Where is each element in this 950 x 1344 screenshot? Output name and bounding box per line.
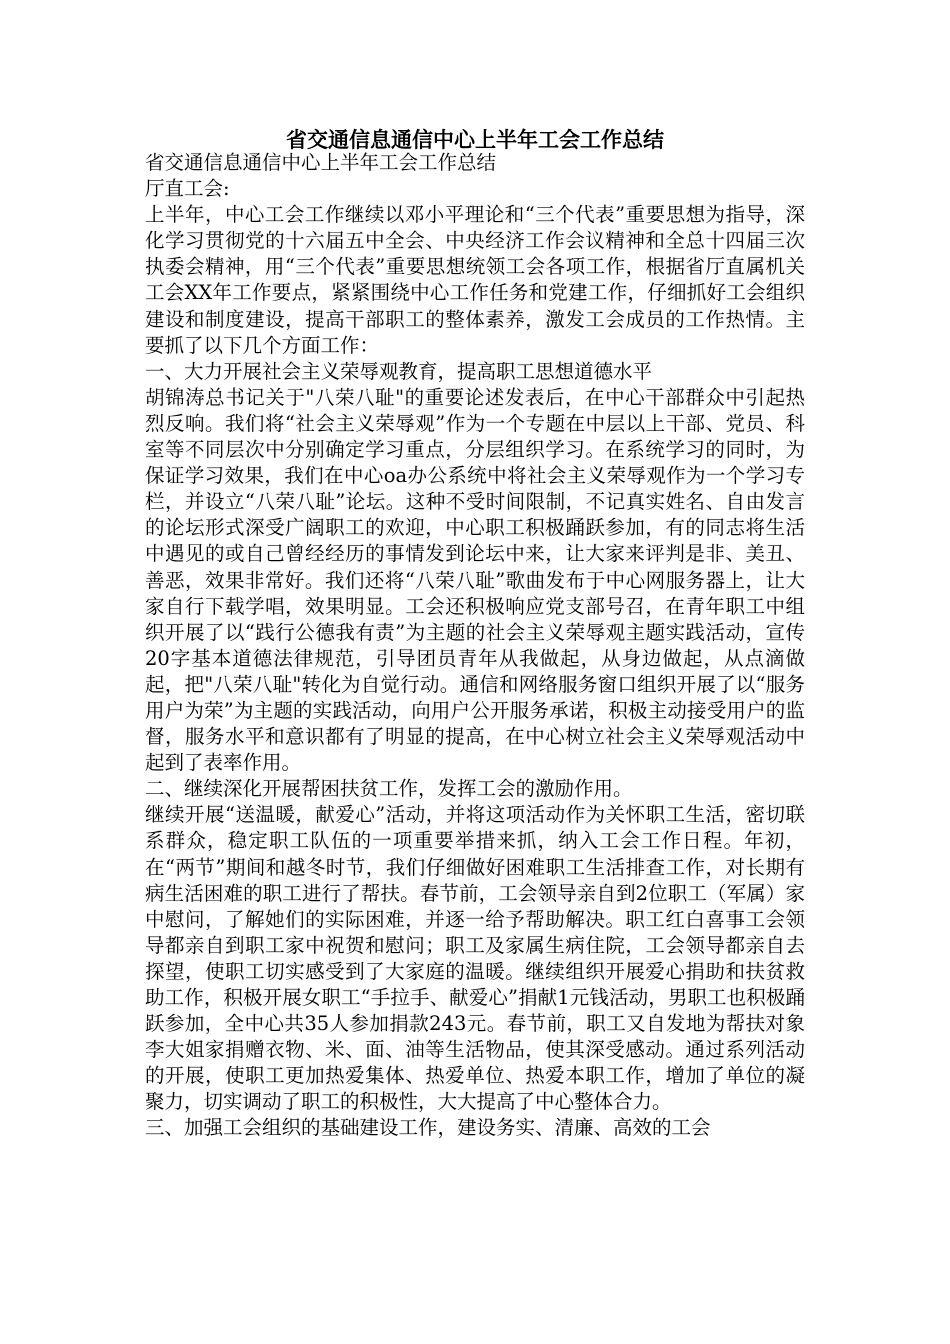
section-heading-2: 二、继续深化开展帮困扶贫工作，发挥工会的激励作用。 [145,777,633,801]
paragraph-section-2: 继续开展“送温暖，献爱心”活动，并将这项活动作为关怀职工生活，密切联系群众，稳定职工队伍的一项重要举措来抓，纳入工会工作日程。年初，在“两节”期间和越冬时节，我们仔细做好困难职工生活排查工作，对长期有病生活困难的职工进行了帮扶。春节前，工会领导亲自到2位职工（军属）家中慰问，了解她们的实际困难，并逐一给予帮助解决。职工红白喜事工会领导都亲自到职工家中祝贺和慰问；职工及家属生病住院，工会领导都亲自去探望，使职工切实感受到了大家庭的温暖。继续组织开展爱心捐助和扶贫救助工作，积极开展女职工“手拉手、献爱心”捐献1元钱活动，男职工也积极踊跃参加，全中心共35人参加捐款243元。春节前，职工又自发地为帮扶对象李大姐家捐赠衣物、米、面、油等生活物品，使其深受感动。通过系列活动的开展，使职工更加热爱集体、热爱单位、热爱本职工作，增加了单位的凝聚力，切实调动了职工的积极性，大大提高了中心整体合力。 [145,803,805,1114]
paragraph-section-1: 胡锦涛总书记关于"八荣八耻"的重要论述发表后，在中心干部群众中引起热烈反响。我们将“社会主义荣辱观”作为一个专题在中层以上干部、党员、科室等不同层次中分别确定学习重点，分层组织学习。在系统学习的同时，为保证学习效果，我们在中心oa办公系统中将社会主义荣辱观作为一个学习专栏，并设立“八荣八耻”论坛。这种不受时间限制，不记真实姓名、自由发言的论坛形式深受广阔职工的欢迎，中心职工积极踊跃参加，有的同志将生活中遇见的或自己曾经经历的事情发到论坛中来，让大家来评判是非、美丑、善恶，效果非常好。我们还将“八荣八耻”歌曲发布于中心网服务器上，让大家自行下载学唱，效果明显。工会还积极响应党支部号召，在青年职工中组织开展了以“践行公德我有责”为主题的社会主义荣辱观主题实践活动，宣传20字基本道德法律规范，引导团员青年从我做起，从身边做起，从点滴做起，把"八荣八耻"转化为自觉行动。通信和网络服务窗口组织开展了以“服务用户为荣”为主题的实践活动，向用户公开服务承诺，积极主动接受用户的监督，服务水平和意识都有了明显的提高，在中心树立社会主义荣辱观活动中起到了表率作用。 [145,385,805,775]
paragraph-intro: 上半年，中心工会工作继续以邓小平理论和“三个代表”重要思想为指导，深化学习贯彻党的十六届五中全会、中央经济工作会议精神和全总十四届三次执委会精神，用“三个代表”重要思想统领工会各项工作，根据省厅直属机关工会XX年工作要点，紧紧围绕中心工作任务和党建工作，仔细抓好工会组织建设和制度建设，提高干部职工的整体素养，激发工会成员的工作热情。主要抓了以下几个方面工作： [145,203,805,357]
salutation: 厅直工会: [145,177,230,201]
document-subtitle: 省交通信息通信中心上半年工会工作总结 [145,151,497,174]
section-heading-1: 一、大力开展社会主义荣辱观教育，提高职工思想道德水平 [145,359,653,383]
section-heading-3: 三、加强工会组织的基础建设工作，建设务实、清廉、高效的工会 [145,1116,711,1140]
document-body [145,150,805,1142]
document-title: 省交通信息通信中心上半年工会工作总结 [286,127,664,152]
